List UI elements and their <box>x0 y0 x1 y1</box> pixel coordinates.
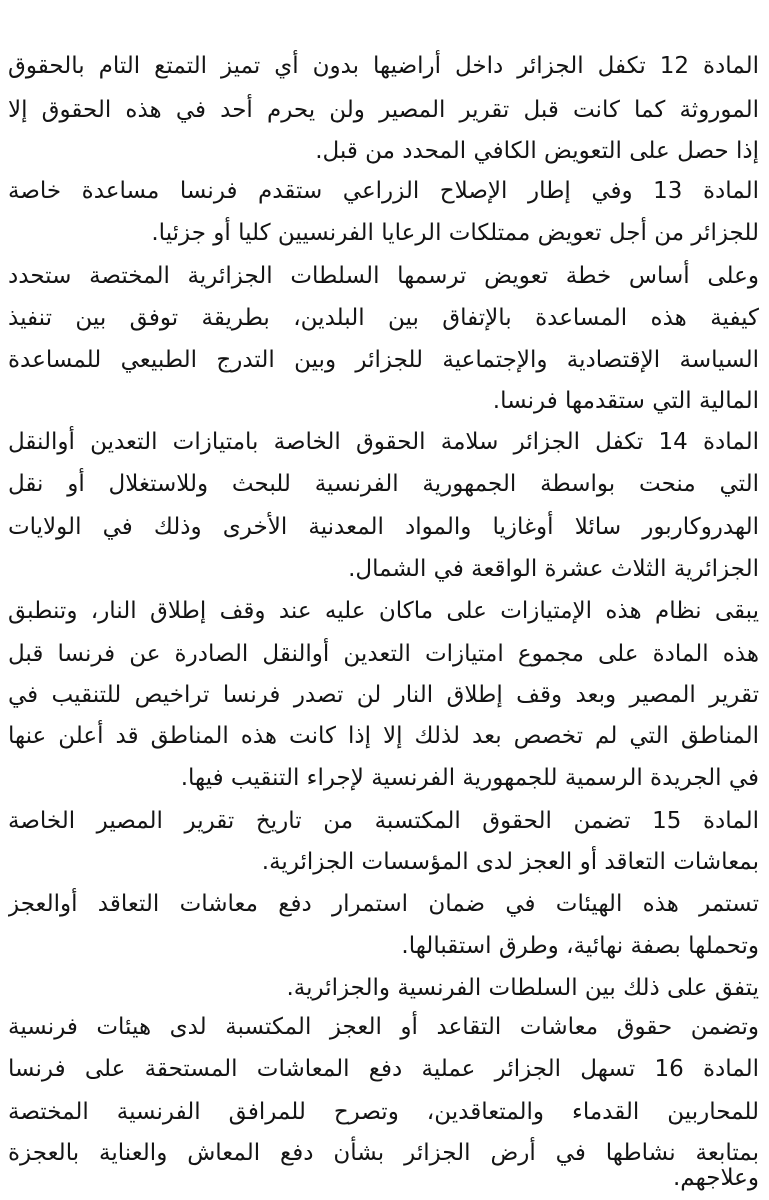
text-line: التي منحت بواسطة الجمهورية الفرنسية للبحث وللاستغلال أو نقل <box>8 471 759 497</box>
text-line: إذا حصل على التعويض الكافي المحدد من قبل. <box>315 138 759 164</box>
text-line: السياسة الإقتصادية والإجتماعية للجزائر وبين التدرج الطبيعي للمساعدة <box>8 347 759 373</box>
cropped-text-fragment <box>584 0 664 4</box>
text-line: المادة 14 تكفل الجزائر سلامة الحقوق الخاصة بامتيازات التعدين أوالنقل <box>8 429 759 455</box>
text-line: يبقى نظام هذه الإمتيازات على ماكان عليه عند وقف إطلاق النار، وتنطبق <box>8 598 759 624</box>
text-line: المادة 16 تسهل الجزائر عملية دفع المعاشات المستحقة على فرنسا <box>8 1056 759 1082</box>
text-line: المناطق التي لم تخصص بعد لذلك إلا إذا كانت هذه المناطق قد أعلن عنها <box>8 723 759 749</box>
text-line: الهدروكاربور سائلا أوغازيا والمواد المعدنية الأخرى وذلك في الولايات <box>8 514 759 540</box>
text-line: بمتابعة نشاطها في أرض الجزائر بشأن دفع المعاش والعناية بالعجزة <box>8 1140 759 1166</box>
text-line: المادة 13 وفي إطار الإصلاح الزراعي ستقدم فرنسا مساعدة خاصة <box>8 178 759 204</box>
text-line: المالية التي ستقدمها فرنسا. <box>492 388 759 414</box>
text-line: هذه المادة على مجموع امتيازات التعدين أوالنقل الصادرة عن فرنسا قبل <box>8 641 759 667</box>
text-line: وعلى أساس خطة تعويض ترسمها السلطات الجزائرية المختصة ستحدد <box>8 263 759 289</box>
text-line: المادة 15 تضمن الحقوق المكتسبة من تاريخ تقرير المصير الخاصة <box>8 808 759 834</box>
text-line: الجزائرية الثلاث عشرة الواقعة في الشمال. <box>348 556 759 582</box>
text-line: وتضمن حقوق معاشات التقاعد أو العجز المكتسبة لدى هيئات فرنسية <box>8 1014 759 1040</box>
text-line: تقرير المصير وبعد وقف إطلاق النار لن تصدر فرنسا تراخيص للتنقيب في <box>8 682 759 708</box>
text-line: تستمر هذه الهيئات في ضمان استمرار دفع معاشات التعاقد أوالعجز <box>8 891 759 917</box>
text-line: الموروثة كما كانت قبل تقرير المصير ولن يحرم أحد في هذه الحقوق إلا <box>8 97 759 123</box>
text-line: للمحاربين القدماء والمتعاقدين، وتصرح للمرافق الفرنسية المختصة <box>8 1099 759 1125</box>
text-line: المادة 12 تكفل الجزائر داخل أراضيها بدون أي تميز التمتع التام بالحقوق <box>8 53 759 79</box>
text-line: يتفق على ذلك بين السلطات الفرنسية والجزائرية. <box>286 975 759 1001</box>
text-line: للجزائر من أجل تعويض ممتلكات الرعايا الفرنسيين كليا أو جزئيا. <box>151 220 759 246</box>
text-line: بمعاشات التعاقد أو العجز لدى المؤسسات الجزائرية. <box>261 849 759 875</box>
text-line: كيفية هذه المساعدة بالإتفاق بين البلدين، بطريقة توفق بين تنفيذ <box>8 305 759 331</box>
text-line: وتحملها بصفة نهائية، وطرق استقبالها. <box>401 933 759 959</box>
text-line: في الجريدة الرسمية للجمهورية الفرنسية لإجراء التنقيب فيها. <box>180 765 759 791</box>
text-line: وعلاجهم. <box>673 1165 759 1191</box>
